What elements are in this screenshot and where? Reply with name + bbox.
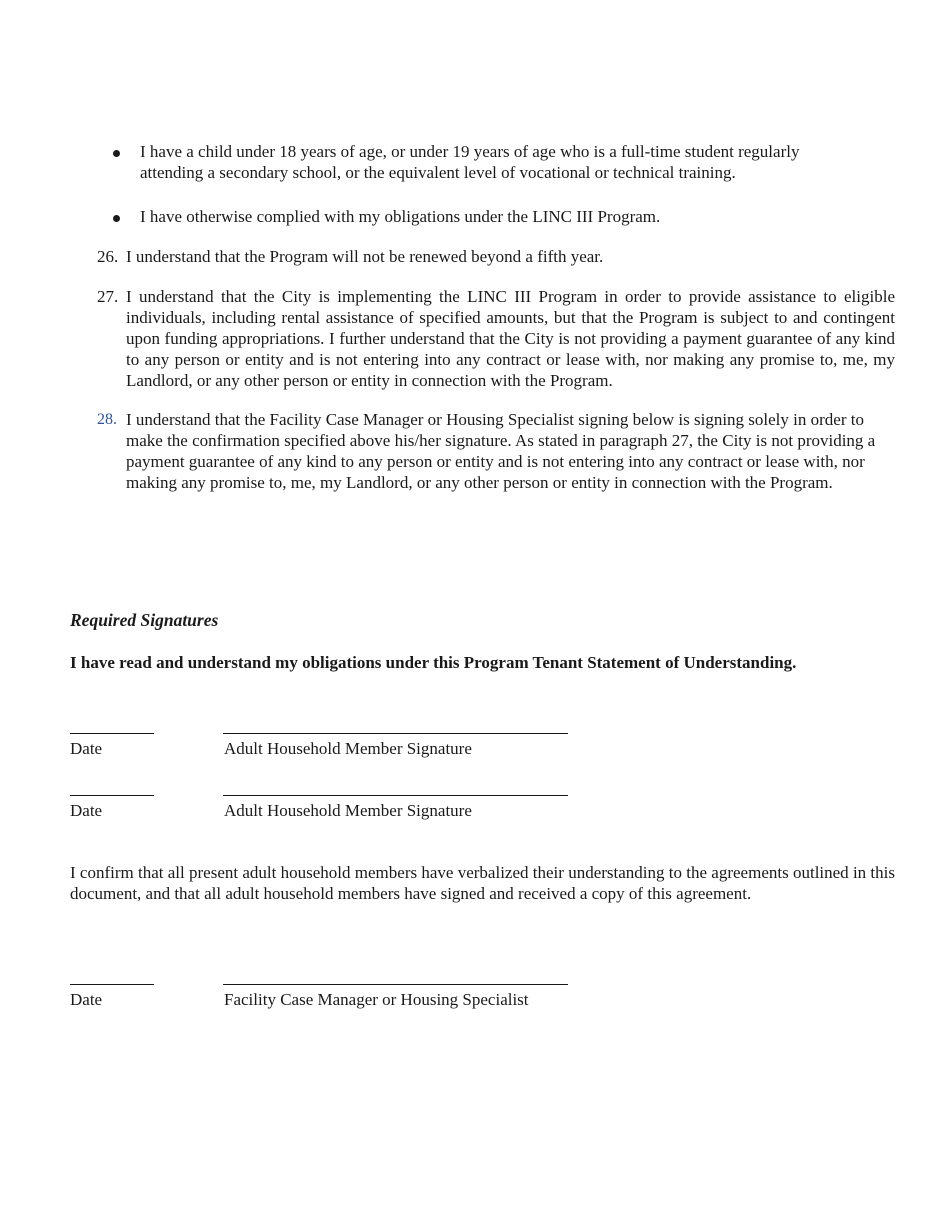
signature-label: Adult Household Member Signature [224,739,472,758]
bullet-dot [113,215,120,222]
item-number: 28. [97,411,117,428]
item-number: 27. [97,287,119,306]
date-label: Date [70,801,103,820]
date-line[interactable] [70,795,154,796]
confirmation-paragraph: I confirm that all present adult household members have verbalized their understanding to the agreements outlined in this document, and that all adult household members have signed and received a copy of this agreement. [70,863,895,903]
date-line[interactable] [70,984,154,985]
bullet-dot [113,150,120,157]
acknowledgement-statement: I have read and understand my obligations under this Program Tenant Statement of Understanding. [70,653,797,672]
date-label: Date [70,990,103,1009]
section-title: Required Signatures [70,610,219,630]
date-label: Date [70,739,103,758]
case-manager-signature-label: Facility Case Manager or Housing Specialist [224,990,529,1009]
signature-label: Adult Household Member Signature [224,801,472,820]
signature-line[interactable] [223,733,568,734]
bullet-text: I have otherwise complied with my obligations under the LINC III Program. [140,207,661,226]
item-number: 26. [97,247,119,266]
date-line[interactable] [70,733,154,734]
item-text: I understand that the Program will not be renewed beyond a fifth year. [126,247,604,266]
signature-line[interactable] [223,795,568,796]
signature-line[interactable] [223,984,568,985]
item-text: I understand that the City is implementing the LINC III Program in order to provide assistance to eligible individuals, including rental assistance of specified amounts, but that the Program is subject to and contingent upon funding appropriations. I further understand that the City is not providing a payment guarantee of any kind to any person or entity and is not entering into any contract or lease with, nor making any promise to, me, my Landlord, or any other person or entity in connection with the Program. [126,287,895,390]
item-text: I understand that the Facility Case Manager or Housing Specialist signing below is signing solely in order to make the confirmation specified above his/her signature. As stated in paragraph 27, the City is not providing a payment guarantee of any kind to any person or entity and is not entering into any contract or lease with, nor making any promise to, me, my Landlord, or any other person or entity in connection with the Program. [126,410,876,492]
bullet-text: I have a child under 18 years of age, or under 19 years of age who is a full-time student regularly attending a secondary school, or the equivalent level of vocational or technical training. [140,142,800,182]
